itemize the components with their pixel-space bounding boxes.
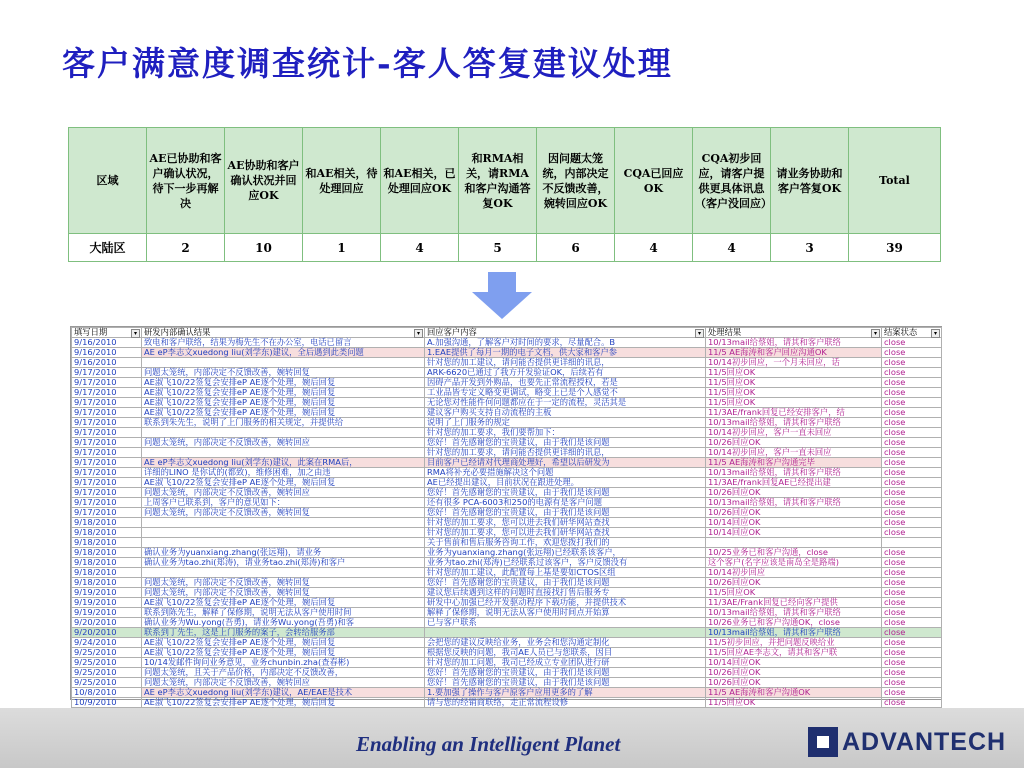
table-cell[interactable]: 11/5回应OK: [706, 398, 882, 408]
table-cell[interactable]: 您好！首先感谢您的宝贵建议，由于我们是该问题: [425, 578, 706, 588]
table-cell[interactable]: 因碍产品开发到外购品，也要先正常流程授权，若是: [425, 378, 706, 388]
table-row: [72, 528, 942, 538]
table-cell[interactable]: 针对您的加工问题，我司已经成立专业团队进行研: [425, 658, 706, 668]
summary-cell: 大陆区: [69, 234, 147, 262]
table-cell[interactable]: 9/18/2010: [72, 558, 142, 568]
table-cell[interactable]: 还有很多 PCA-6003和250的电源有是客户问题: [425, 498, 706, 508]
table-cell[interactable]: 10/26回应OK: [706, 508, 882, 518]
table-cell[interactable]: 9/17/2010: [72, 408, 142, 418]
table-cell[interactable]: AE淑飞10/22签复会安排eP AE逐个处理，婉后回复: [142, 698, 425, 708]
table-row: [72, 578, 942, 588]
down-arrow-icon: [470, 272, 534, 320]
table-cell[interactable]: 9/18/2010: [72, 548, 142, 558]
summary-table: [68, 127, 941, 262]
table-cell[interactable]: 9/17/2010: [72, 508, 142, 518]
table-row: [72, 408, 942, 418]
table-cell[interactable]: close: [882, 528, 942, 538]
table-row: [72, 638, 942, 648]
table-cell[interactable]: 联系到丁先生，这是上门服务的案子，会转给服务部: [142, 628, 425, 638]
table-cell[interactable]: 9/17/2010: [72, 418, 142, 428]
table-cell[interactable]: [142, 568, 425, 578]
table-cell[interactable]: close: [882, 438, 942, 448]
table-cell[interactable]: 10/26回应OK: [706, 438, 882, 448]
table-cell[interactable]: 9/17/2010: [72, 478, 142, 488]
table-cell[interactable]: 您好！首先感谢您的宝贵建议，由于我们是该问题: [425, 488, 706, 498]
table-cell[interactable]: close: [882, 618, 942, 628]
table-cell[interactable]: 10/13mail给蔡姐，请其和客户联络: [706, 418, 882, 428]
table-cell[interactable]: 10/13mail给蔡姐，请其和客户联络: [706, 498, 882, 508]
table-cell[interactable]: 9/19/2010: [72, 608, 142, 618]
table-cell[interactable]: 您好！首先感谢您的宝贵建议，由于我们是该问题: [425, 508, 706, 518]
table-cell[interactable]: close: [882, 428, 942, 438]
table-cell[interactable]: 确认业务为yuanxiang.zhang(张远翔)，请业务: [142, 548, 425, 558]
table-cell[interactable]: 9/20/2010: [72, 628, 142, 638]
table-row: [72, 418, 942, 428]
table-cell[interactable]: 9/17/2010: [72, 438, 142, 448]
table-cell[interactable]: 10/14初步回应: [706, 568, 882, 578]
table-cell[interactable]: 10/9/2010: [72, 698, 142, 708]
table-cell[interactable]: 针对您的加工要求，我们要帮加下：: [425, 428, 706, 438]
table-cell[interactable]: ARK-6620已通过了我方开发验证OK，后续若有: [425, 368, 706, 378]
table-cell[interactable]: close: [882, 648, 942, 658]
table-cell[interactable]: 联系到陈先生，解释了保修期，说明无法从客户使用时间: [142, 608, 425, 618]
logo-text: ADVANTECH: [842, 728, 1007, 756]
table-cell[interactable]: AE淑飞10/22签复会安排eP AE逐个处理，婉后回复: [142, 408, 425, 418]
detail-table: [71, 327, 942, 718]
summary-cell: 6: [537, 234, 615, 262]
table-row: [72, 428, 942, 438]
table-cell[interactable]: close: [882, 468, 942, 478]
table-cell[interactable]: close: [882, 558, 942, 568]
table-row: [72, 538, 942, 548]
table-cell[interactable]: 9/16/2010: [72, 348, 142, 358]
table-cell[interactable]: 9/17/2010: [72, 398, 142, 408]
table-cell[interactable]: 您好！首先感谢您的宝贵建议，由于我们是该问题: [425, 438, 706, 448]
column-header: [425, 328, 706, 338]
table-cell[interactable]: close: [882, 408, 942, 418]
table-cell[interactable]: 9/18/2010: [72, 538, 142, 548]
table-cell[interactable]: AE淑飞10/22签复会安排eP AE逐个处理，婉后回复: [142, 638, 425, 648]
table-row: [72, 598, 942, 608]
table-row: [72, 398, 942, 408]
table-row: [72, 548, 942, 558]
table-cell[interactable]: 9/17/2010: [72, 458, 142, 468]
table-cell[interactable]: 工业品皆专定义略变更调试，略变上已是个人感觉不: [425, 388, 706, 398]
table-row: [72, 468, 942, 478]
table-row: [72, 618, 942, 628]
table-row: [72, 678, 942, 688]
table-cell[interactable]: 业务为tao.zhi(郑涛)已经联系过该客户，客户反馈没有: [425, 558, 706, 568]
table-cell[interactable]: 9/16/2010: [72, 358, 142, 368]
table-cell[interactable]: close: [882, 568, 942, 578]
table-cell[interactable]: AE淑飞10/22签复会安排eP AE逐个处理，婉后回复: [142, 378, 425, 388]
table-cell[interactable]: 研发中心加强已经开发驱动程序下载功能，并提供技术: [425, 598, 706, 608]
table-cell[interactable]: close: [882, 478, 942, 488]
summary-data-row: [69, 234, 941, 262]
table-row: [72, 628, 942, 638]
table-cell[interactable]: 针对您的加工要求，您可以进去我们研华网站查找: [425, 518, 706, 528]
table-cell[interactable]: 10/26回应OK: [706, 668, 882, 678]
table-cell[interactable]: 详细的LINO 是你试的(都致)，维修困难，加之由违: [142, 468, 425, 478]
table-cell[interactable]: 联系到朱先生，说明了上门服务的相关规定，并提供给: [142, 418, 425, 428]
table-cell[interactable]: 9/18/2010: [72, 528, 142, 538]
table-cell[interactable]: 9/24/2010: [72, 638, 142, 648]
table-cell[interactable]: [882, 538, 942, 548]
table-cell[interactable]: 10/8/2010: [72, 688, 142, 698]
table-cell[interactable]: AE淑飞10/22签复会安排eP AE逐个处理，婉后回复: [142, 388, 425, 398]
table-cell[interactable]: 10/26业务已和客户沟通OK，close: [706, 618, 882, 628]
table-cell[interactable]: 1.要加强了操作与客户原客户应用更多的了解: [425, 688, 706, 698]
table-cell[interactable]: 问题太笼统，且关于产品价格，内部决定不反馈改善，: [142, 668, 425, 678]
table-cell[interactable]: close: [882, 638, 942, 648]
table-cell[interactable]: 9/25/2010: [72, 648, 142, 658]
table-cell[interactable]: close: [882, 588, 942, 598]
table-row: [72, 668, 942, 678]
column-header: [882, 328, 942, 338]
table-cell[interactable]: 这个客户(名字应该是南岛全是路端): [706, 558, 882, 568]
table-cell[interactable]: 11/3AE/frank回复已经安排客户，结: [706, 408, 882, 418]
table-cell[interactable]: [142, 448, 425, 458]
table-cell[interactable]: close: [882, 688, 942, 698]
table-cell[interactable]: 请与您的经销商联络，走正常流程设修: [425, 698, 706, 708]
table-cell[interactable]: 9/25/2010: [72, 668, 142, 678]
table-cell[interactable]: 问题太笼统，内部决定不反馈改善，婉转回复: [142, 508, 425, 518]
detail-sheet[interactable]: [70, 326, 942, 707]
summary-header-row: [69, 128, 941, 234]
table-cell[interactable]: 10/14初步回应，一个月未回应，话: [706, 358, 882, 368]
table-cell[interactable]: 11/5回应OK: [706, 368, 882, 378]
table-cell[interactable]: 您好！首先感谢您的宝贵建议，由于我们是该问题: [425, 668, 706, 678]
table-cell[interactable]: AE淑飞10/22签复会安排eP AE逐个处理，婉后回复: [142, 648, 425, 658]
table-cell[interactable]: 10/14回应OK: [706, 658, 882, 668]
table-cell[interactable]: 关于售前和售后服务咨询工作，欢迎您拨打我们的: [425, 538, 706, 548]
table-cell[interactable]: 10/13mail给蔡姐，请其和客户联络: [706, 628, 882, 638]
table-cell[interactable]: RMA将补充必要措施解决这个问题: [425, 468, 706, 478]
table-cell[interactable]: [425, 628, 706, 638]
table-cell[interactable]: 会把您的建议反映给业务，业务会和您沟通定制化: [425, 638, 706, 648]
table-row: [72, 608, 942, 618]
table-cell[interactable]: 11/3AE/frank回复AE已经提出建: [706, 478, 882, 488]
table-cell[interactable]: 10/26回应OK: [706, 678, 882, 688]
table-cell[interactable]: 10/14初步回应，客户一直未回应: [706, 448, 882, 458]
table-cell[interactable]: close: [882, 448, 942, 458]
table-cell[interactable]: 10/14发邮件询问业务意见，业务chunbin.zha(查春彬): [142, 658, 425, 668]
table-cell[interactable]: 致电和客户联络，结果为梅先生不在办公室，电话已留言: [142, 338, 425, 348]
column-header-label: 回应客户内容: [427, 327, 477, 337]
summary-cell: 10: [225, 234, 303, 262]
filter-dropdown-icon[interactable]: ▾: [871, 329, 880, 338]
summary-header-cell: CQA初步回应，请客户提供更具体讯息（客户没回应）: [693, 128, 771, 234]
table-cell[interactable]: AE淑飞10/22签复会安排eP AE逐个处理，婉后回复: [142, 598, 425, 608]
filter-dropdown-icon[interactable]: ▾: [695, 329, 704, 338]
table-cell[interactable]: close: [882, 458, 942, 468]
table-row: [72, 498, 942, 508]
table-cell[interactable]: AE淑飞10/22签复会安排eP AE逐个处理，婉后回复: [142, 398, 425, 408]
table-row: [72, 518, 942, 528]
summary-header-cell: AE协助和客户确认状况并回应OK: [225, 128, 303, 234]
summary-header-cell: CQA已回应OK: [615, 128, 693, 234]
advantech-logo: [808, 727, 1007, 757]
table-cell[interactable]: A.加强沟通，了解客户对时间的要求，尽量配合。B: [425, 338, 706, 348]
table-cell[interactable]: 根据您反映的问题，我司AE人员已与您联系，因目: [425, 648, 706, 658]
table-cell[interactable]: 针对您的加工建议，此配置每上基是要如CTOS区组: [425, 568, 706, 578]
table-cell[interactable]: 11/5回应OK: [706, 698, 882, 708]
table-cell[interactable]: close: [882, 358, 942, 368]
table-cell[interactable]: [142, 428, 425, 438]
logo-mark-icon: [808, 727, 838, 757]
table-cell[interactable]: 业务为yuanxiang.zhang(张远翔)已经联系该客户，: [425, 548, 706, 558]
table-cell[interactable]: 10/14回应OK: [706, 518, 882, 528]
table-cell[interactable]: 9/18/2010: [72, 568, 142, 578]
table-cell[interactable]: 10/25业务已和客户沟通，close: [706, 548, 882, 558]
table-cell[interactable]: 问题太笼统，内部决定不反馈改善，婉转回应: [142, 488, 425, 498]
column-header-label: 结案状态: [884, 327, 918, 337]
table-cell[interactable]: 说明了上门服务的规定: [425, 418, 706, 428]
table-cell[interactable]: 确认业务为tao.zhi(郑涛)，请业务tao.zhi(郑涛)和客户: [142, 558, 425, 568]
summary-cell: 4: [615, 234, 693, 262]
table-cell[interactable]: 9/17/2010: [72, 388, 142, 398]
table-cell[interactable]: 针对您的加工建议，请问能否提供更详细的讯息，: [425, 358, 706, 368]
table-cell[interactable]: 10/13mail给蔡姐，请其和客户联络: [706, 608, 882, 618]
summary-header-cell: 和AE相关，待处理回应: [303, 128, 381, 234]
table-row: [72, 688, 942, 698]
summary-cell: 4: [693, 234, 771, 262]
table-cell[interactable]: close: [882, 378, 942, 388]
column-header-label: 研发内部确认结果: [144, 327, 211, 337]
table-row: [72, 558, 942, 568]
summary-cell: 3: [771, 234, 849, 262]
column-header-label: 填写日期: [74, 327, 108, 337]
table-cell[interactable]: close: [882, 668, 942, 678]
table-cell[interactable]: 11/5回应OK: [706, 378, 882, 388]
table-cell[interactable]: 10/13mail给蔡姐，请其和客户联络: [706, 338, 882, 348]
table-cell[interactable]: close: [882, 338, 942, 348]
summary-cell: 5: [459, 234, 537, 262]
table-cell[interactable]: 9/17/2010: [72, 448, 142, 458]
footer-bar: [0, 708, 1024, 768]
table-cell[interactable]: 9/18/2010: [72, 578, 142, 588]
table-cell[interactable]: AE淑飞10/22签复会安排eP AE逐个处理，婉后回复: [142, 478, 425, 488]
table-cell[interactable]: close: [882, 518, 942, 528]
table-cell[interactable]: 9/16/2010: [72, 338, 142, 348]
table-row: [72, 568, 942, 578]
table-cell[interactable]: 建议客户购买支持自动流程的主板: [425, 408, 706, 418]
table-cell[interactable]: 9/17/2010: [72, 488, 142, 498]
summary-header-cell: 和AE相关，已处理回应OK: [381, 128, 459, 234]
table-cell[interactable]: 您好！首先感谢您的宝贵建议，由于我们是该问题: [425, 678, 706, 688]
column-header: [72, 328, 142, 338]
table-cell[interactable]: 确认业务为Wu.yong(吾勇)，请业务Wu.yong(吾勇)和客: [142, 618, 425, 628]
summary-header-total: Total: [849, 128, 941, 234]
table-cell[interactable]: close: [882, 388, 942, 398]
table-cell[interactable]: 11/3AE/Frank回复已经向客户提供: [706, 598, 882, 608]
table-cell[interactable]: 问题太笼统，内部决定不反馈改善，婉转回复: [142, 588, 425, 598]
table-row: [72, 458, 942, 468]
table-row: [72, 698, 942, 708]
table-cell[interactable]: 建议您后续遇到这样的问题时直接找打售后服务专: [425, 588, 706, 598]
table-cell[interactable]: [142, 538, 425, 548]
table-row: [72, 338, 942, 348]
table-cell[interactable]: 11/5回应OK: [706, 588, 882, 598]
table-row: [72, 658, 942, 668]
table-cell[interactable]: 9/25/2010: [72, 678, 142, 688]
table-cell[interactable]: 问题太笼统，内部决定不反馈改善，婉转回复: [142, 368, 425, 378]
tagline: Enabling an Intelligent Planet: [356, 732, 621, 756]
filter-dropdown-icon[interactable]: ▾: [414, 329, 423, 338]
table-cell[interactable]: 9/18/2010: [72, 518, 142, 528]
table-cell[interactable]: [142, 358, 425, 368]
table-row: [72, 368, 942, 378]
table-cell[interactable]: close: [882, 498, 942, 508]
table-cell[interactable]: 11/5回应OK: [706, 388, 882, 398]
table-row: [72, 358, 942, 368]
detail-header-row: [72, 328, 942, 338]
table-row: [72, 438, 942, 448]
table-cell[interactable]: close: [882, 598, 942, 608]
table-row: [72, 448, 942, 458]
table-cell[interactable]: 上周客户已联系到，客户的意见如下：: [142, 498, 425, 508]
table-cell[interactable]: close: [882, 608, 942, 618]
table-row: [72, 388, 942, 398]
table-cell[interactable]: close: [882, 548, 942, 558]
table-cell[interactable]: 10/26回应OK: [706, 578, 882, 588]
table-cell[interactable]: 10/13mail给蔡姐，请其和客户联络: [706, 468, 882, 478]
table-cell[interactable]: close: [882, 348, 942, 358]
table-cell[interactable]: 11/5初步回应，并把问题反映给业: [706, 638, 882, 648]
column-header: [706, 328, 882, 338]
summary-header-cell: 区域: [69, 128, 147, 234]
column-header-label: 处理结果: [708, 327, 742, 337]
table-row: [72, 378, 942, 388]
table-cell[interactable]: close: [882, 678, 942, 688]
table-cell[interactable]: [706, 538, 882, 548]
table-cell[interactable]: AE eP李志文xuedong liu(刘学东)建议，AE/EAE是技术: [142, 688, 425, 698]
summary-header-cell: AE已协助和客户确认状况，待下一步再解决: [147, 128, 225, 234]
table-cell[interactable]: 9/17/2010: [72, 428, 142, 438]
table-cell[interactable]: close: [882, 398, 942, 408]
table-cell[interactable]: 11/5回应AE李志文，请其和客户联: [706, 648, 882, 658]
summary-header-cell: 和RMA相关，请RMA和客户沟通答复OK: [459, 128, 537, 234]
summary-cell: 4: [381, 234, 459, 262]
filter-dropdown-icon[interactable]: ▾: [931, 329, 940, 338]
table-cell[interactable]: AE eP李志文xuedong liu(刘学东)建议，全后遇到此类问题: [142, 348, 425, 358]
table-cell[interactable]: AE eP李志文xuedong liu(刘学东)建议，此案在RMA后，: [142, 458, 425, 468]
table-cell[interactable]: 1.EAE提供了每月一期的电子文档，供大家和客户参: [425, 348, 706, 358]
table-cell[interactable]: close: [882, 418, 942, 428]
table-cell[interactable]: 针对您的加工要求，请问能否提供更详细的讯息，: [425, 448, 706, 458]
table-cell[interactable]: 9/25/2010: [72, 658, 142, 668]
table-cell[interactable]: 9/19/2010: [72, 598, 142, 608]
table-row: [72, 348, 942, 358]
table-cell[interactable]: 9/17/2010: [72, 468, 142, 478]
table-cell[interactable]: 10/14回应OK: [706, 528, 882, 538]
table-cell[interactable]: [142, 518, 425, 528]
filter-dropdown-icon[interactable]: ▾: [131, 329, 140, 338]
table-cell[interactable]: 问题太笼统，内部决定不反馈改善，婉转回应: [142, 438, 425, 448]
table-row: [72, 588, 942, 598]
table-cell[interactable]: 问题太笼统，内部决定不反馈改善，婉转回应: [142, 678, 425, 688]
page-title: 客户满意度调查统计-客人答复建议处理: [62, 44, 673, 83]
table-cell[interactable]: close: [882, 628, 942, 638]
table-cell[interactable]: 针对您的加工要求，您可以进去我们研华网站查找: [425, 528, 706, 538]
table-cell[interactable]: 11/5 AE海涛和客户回应沟通OK: [706, 348, 882, 358]
table-cell[interactable]: 10/14初步回应，客户一直未回应: [706, 428, 882, 438]
table-row: [72, 478, 942, 488]
summary-header-cell: 请业务协助和客户答复OK: [771, 128, 849, 234]
table-cell[interactable]: 9/20/2010: [72, 618, 142, 628]
table-row: [72, 648, 942, 658]
table-cell[interactable]: 9/17/2010: [72, 498, 142, 508]
column-header: [142, 328, 425, 338]
table-cell[interactable]: 问题太笼统，内部决定不反馈改善，婉转回复: [142, 578, 425, 588]
table-cell[interactable]: close: [882, 508, 942, 518]
table-cell[interactable]: 无论您对性能件何问题都应在于一定的流程，灵活其是: [425, 398, 706, 408]
table-cell[interactable]: AE已经提出建议，目前状况在跟进处理。: [425, 478, 706, 488]
table-cell[interactable]: close: [882, 368, 942, 378]
summary-cell-total: 39: [849, 234, 941, 262]
table-row: [72, 508, 942, 518]
table-cell[interactable]: [142, 528, 425, 538]
table-cell[interactable]: 10/26回应OK: [706, 488, 882, 498]
table-cell[interactable]: close: [882, 488, 942, 498]
table-cell[interactable]: 11/5 AE海涛和客户沟通OK: [706, 688, 882, 698]
table-cell[interactable]: 11/5 AE海涛和客户沟通完毕: [706, 458, 882, 468]
table-cell[interactable]: 9/17/2010: [72, 368, 142, 378]
table-cell[interactable]: 目前客户已经请对代理商处理好，希望以后研发为: [425, 458, 706, 468]
table-cell[interactable]: close: [882, 578, 942, 588]
summary-header-cell: 因问题太笼统，内部决定不反馈改善，婉转回应OK: [537, 128, 615, 234]
table-cell[interactable]: close: [882, 658, 942, 668]
table-cell[interactable]: 已与客户联系: [425, 618, 706, 628]
table-cell[interactable]: 解释了保修期，说明无法从客户使用时间点开始算: [425, 608, 706, 618]
table-cell[interactable]: 9/19/2010: [72, 588, 142, 598]
table-cell[interactable]: close: [882, 698, 942, 708]
summary-cell: 1: [303, 234, 381, 262]
table-row: [72, 488, 942, 498]
table-cell[interactable]: 9/17/2010: [72, 378, 142, 388]
summary-cell: 2: [147, 234, 225, 262]
